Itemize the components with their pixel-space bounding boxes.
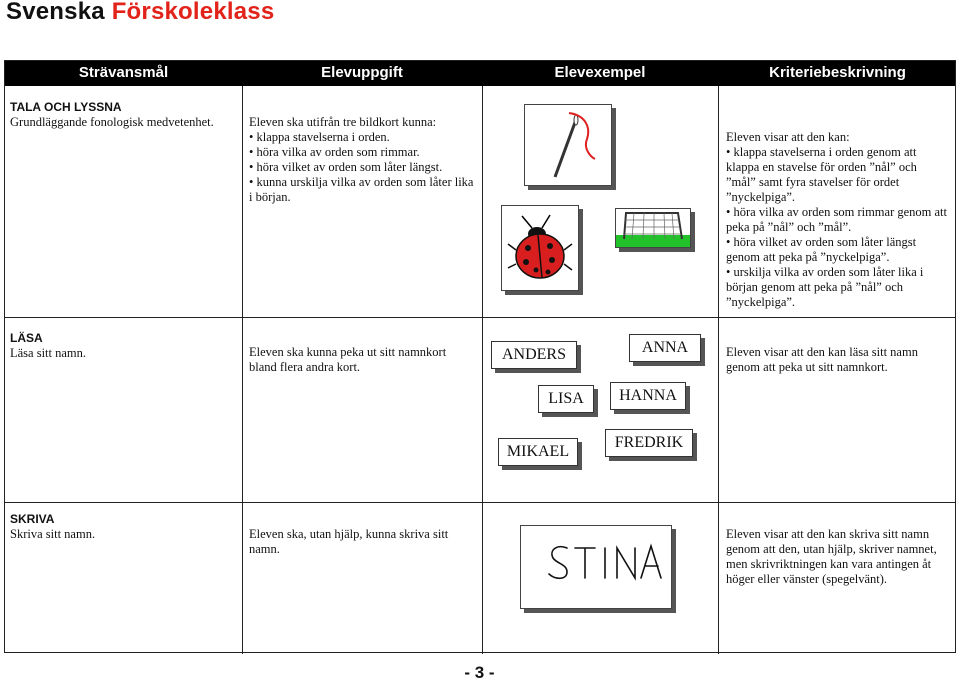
table-header — [5, 61, 955, 86]
row2-goal — [10, 331, 238, 361]
title-part1: Svenska — [6, 0, 105, 25]
row2-goal-text: Läsa sitt namn. — [10, 346, 87, 360]
row1-heading: TALA OCH LYSSNA — [10, 100, 122, 114]
name-card-mikael: MIKAEL — [498, 438, 578, 466]
row1-criteria-item: • urskilja vilka av orden som låter lika i början genom att peka på ”nål” och ”nyckelpiga”. — [726, 265, 948, 310]
name-card-hanna: HANNA — [610, 382, 686, 410]
header-example: Elevexempel — [554, 64, 646, 81]
ladybug-card — [501, 205, 579, 291]
row3-heading: SKRIVA — [10, 512, 55, 526]
column-divider — [718, 86, 719, 654]
row2-heading: LÄSA — [10, 331, 43, 345]
goal-card — [615, 208, 691, 248]
row1-criteria-intro: Eleven visar att den kan: — [726, 130, 850, 144]
row2-criteria: Eleven visar att den kan läsa sitt namn genom att peka ut sitt namnkort. — [726, 345, 918, 374]
row1-criteria — [726, 130, 948, 310]
name-card-lisa: LISA — [538, 385, 594, 413]
page-number: - 3 - — [464, 663, 495, 682]
needle-card — [524, 104, 612, 186]
row1-task — [249, 115, 477, 205]
header-goal: Strävansmål — [78, 64, 169, 81]
handwriting-card — [520, 525, 672, 609]
row-divider — [5, 317, 955, 318]
page-title — [6, 0, 274, 26]
ladybug-icon — [502, 206, 578, 290]
needle-icon — [525, 105, 611, 185]
row3-criteria: Eleven visar att den kan skriva sitt namn genom att den, utan hjälp, skriver namnet, men skrivriktningen kan vara antingen åt höger eller vänster (spegelvänt). — [726, 527, 937, 586]
column-divider — [242, 86, 243, 654]
row2-task: Eleven ska kunna peka ut sitt namnkort bland flera andra kort. — [249, 345, 447, 374]
title-part2: Förskoleklass — [111, 0, 275, 25]
row3-goal-text: Skriva sitt namn. — [10, 527, 96, 541]
row1-task-item: • kunna urskilja vilka av orden som låter lika i början. — [249, 175, 477, 205]
row1-task-intro: Eleven ska utifrån tre bildkort kunna: — [249, 115, 437, 129]
name-card-anna: ANNA — [629, 334, 701, 362]
row-divider — [5, 502, 955, 503]
handwritten-name-image — [521, 526, 671, 608]
column-divider — [482, 86, 483, 654]
row3-task: Eleven ska, utan hjälp, kunna skriva sitt namn. — [249, 527, 449, 556]
row1-task-item: • klappa stavelserna i orden. — [249, 130, 477, 145]
row3-goal — [10, 512, 238, 542]
row1-task-item: • höra vilket av orden som låter längst. — [249, 160, 477, 175]
row1-goal-text: Grundläggande fonologisk medvetenhet. — [10, 115, 214, 129]
row1-task-item: • höra vilka av orden som rimmar. — [249, 145, 477, 160]
name-card-anders: ANDERS — [491, 341, 577, 369]
row1-goal — [10, 100, 238, 130]
header-criteria: Kriteriebeskrivning — [769, 64, 906, 81]
row1-criteria-item: • höra vilket av orden som låter längst genom att peka på ”nyckelpiga”. — [726, 235, 948, 265]
name-card-fredrik: FREDRIK — [605, 429, 693, 457]
header-task: Elevuppgift — [321, 64, 403, 81]
row1-criteria-item: • klappa stavelserna i orden genom att klappa en stavelse för orden ”nål” och ”mål” samt fyra stavelser för ordet ”nyckelpiga”. — [726, 145, 948, 205]
row1-criteria-item: • höra vilka av orden som rimmar genom att peka på ”nål” och ”mål”. — [726, 205, 948, 235]
soccer-goal-icon — [616, 209, 690, 247]
